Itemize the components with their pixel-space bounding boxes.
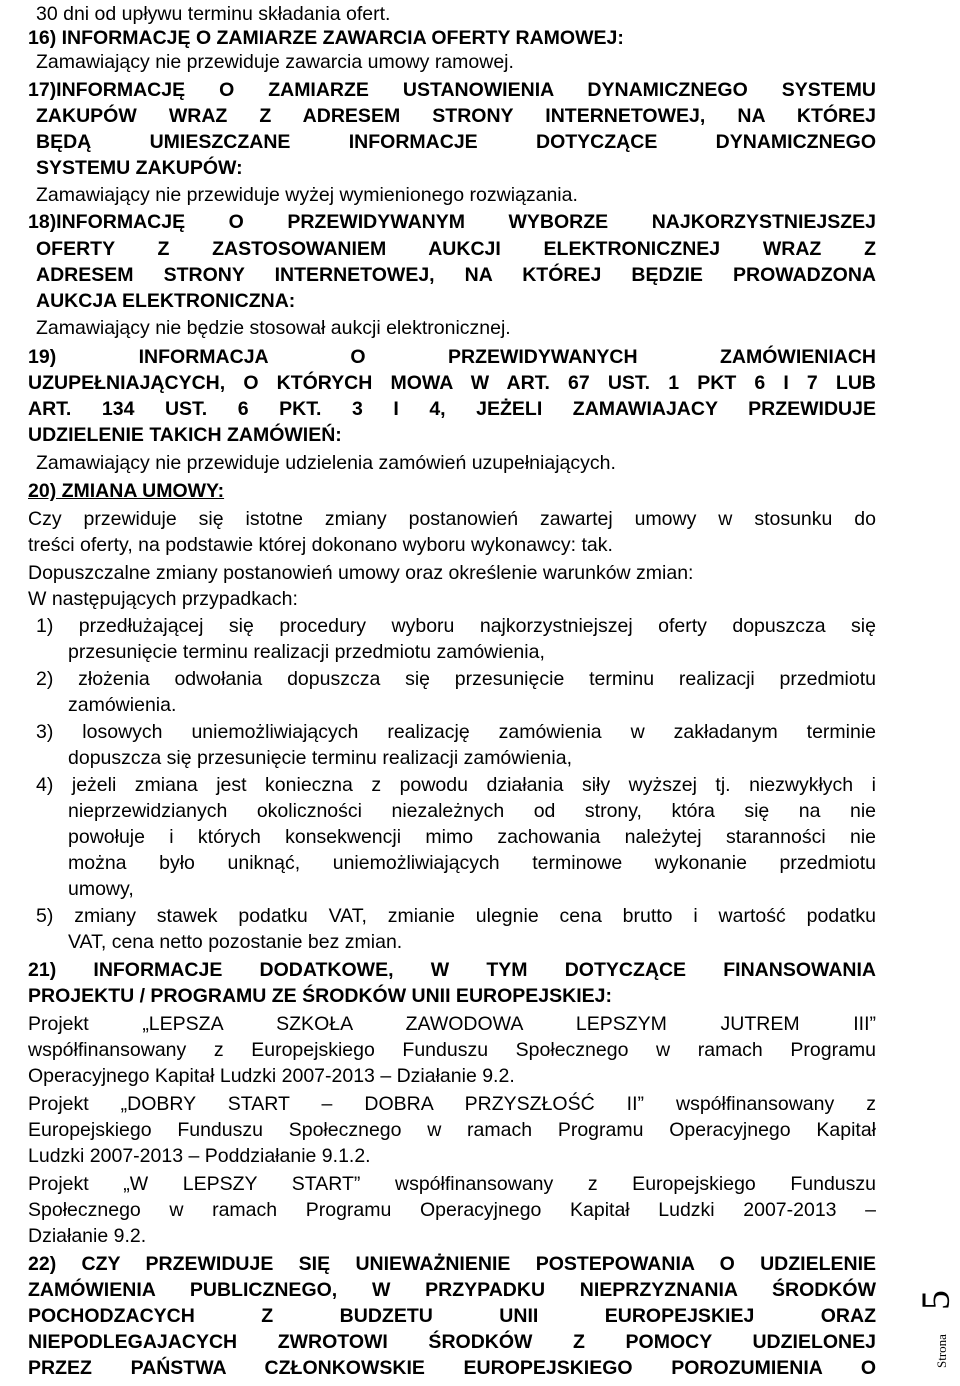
text-line: Zamawiający nie będzie stosował aukcji elektronicznej. — [36, 317, 511, 339]
text-line: Czy przewiduje się istotne zmiany postanowień zawartej umowy w stosunku do — [28, 508, 876, 530]
text-line: treści oferty, na podstawie której dokonano wyboru wykonawcy: tak. — [28, 534, 613, 556]
text-line: Społecznego w ramach Programu Operacyjnego Kapitał Ludzki 2007-2013 – — [28, 1199, 876, 1221]
section-heading: BĘDĄ UMIESZCZANE INFORMACJE DOTYCZĄCE DYNAMICZNEGO — [36, 131, 876, 153]
section-heading: AUKCJA ELEKTRONICZNA: — [36, 290, 296, 312]
text-line: Projekt „LEPSZA SZKOŁA ZAWODOWA LEPSZYM JUTREM III” — [28, 1013, 876, 1035]
text-line: Działanie 9.2. — [28, 1225, 147, 1247]
section-heading: PROJEKTU / PROGRAMU ZE ŚRODKÓW UNII EUROPEJSKIEJ: — [28, 985, 612, 1007]
section-heading: SYSTEMU ZAKUPÓW: — [36, 157, 243, 179]
text-line: Zamawiający nie przewiduje udzielenia zamówień uzupełniających. — [36, 452, 616, 474]
list-item-cont: zamówienia. — [68, 694, 177, 716]
section-heading: 20) ZMIANA UMOWY: — [28, 480, 225, 502]
section-heading: 17)INFORMACJĘ O ZAMIARZE USTANOWIENIA DYNAMICZNEGO SYSTEMU — [28, 79, 876, 101]
text-line: Zamawiający nie przewiduje zawarcia umowy ramowej. — [36, 51, 514, 73]
text-line: 30 dni od upływu terminu składania ofert. — [36, 3, 391, 25]
section-heading: POCHODZACYCH Z BUDZETU UNII EUROPEJSKIEJ ORAZ — [28, 1305, 876, 1327]
section-heading: 16) INFORMACJĘ O ZAMIARZE ZAWARCIA OFERTY RAMOWEJ: — [28, 27, 624, 49]
text-line: Ludzki 2007-2013 – Poddziałanie 9.1.2. — [28, 1145, 371, 1167]
page-number: 5 — [913, 1290, 958, 1310]
section-heading: OFERTY Z ZASTOSOWANIEM AUKCJI ELEKTRONICZNEJ WRAZ Z — [36, 238, 876, 260]
section-heading: UZUPEŁNIAJĄCYCH, O KTÓRYCH MOWA W ART. 67 UST. 1 PKT 6 I 7 LUB — [28, 372, 876, 394]
list-item-cont: nieprzewidzianych okoliczności niezależnych od strony, która się na nie — [68, 800, 876, 822]
section-heading: ZAMÓWIENIA PUBLICZNEGO, W PRZYPADKU NIEPRZYZNANIA ŚRODKÓW — [28, 1279, 876, 1301]
section-heading: ZAKUPÓW WRAZ Z ADRESEM STRONY INTERNETOWEJ, NA KTÓREJ — [36, 105, 876, 127]
text-line: Zamawiający nie przewiduje wyżej wymienionego rozwiązania. — [36, 184, 578, 206]
text-line: W następujących przypadkach: — [28, 588, 298, 610]
list-item-cont: można było uniknąć, uniemożliwiających terminowe wykonanie przedmiotu — [68, 852, 876, 874]
text-line: Dopuszczalne zmiany postanowień umowy oraz określenie warunków zmian: — [28, 562, 694, 584]
list-item: 3) losowych uniemożliwiających realizację zamówienia w zakładanym terminie — [36, 721, 876, 743]
list-item-cont: umowy, — [68, 878, 134, 900]
section-heading: ADRESEM STRONY INTERNETOWEJ, NA KTÓREJ BĘDZIE PROWADZONA — [36, 264, 876, 286]
text-line: Operacyjnego Kapitał Ludzki 2007-2013 – Działanie 9.2. — [28, 1065, 515, 1087]
list-item: 2) złożenia odwołania dopuszcza się przesunięcie terminu realizacji przedmiotu — [36, 668, 876, 690]
text-line: Projekt „W LEPSZY START” współfinansowany z Europejskiego Funduszu — [28, 1173, 876, 1195]
list-item-cont: dopuszcza się przesunięcie terminu realizacji zamówienia, — [68, 747, 572, 769]
text-line: współfinansowany z Europejskiego Funduszu Społecznego w ramach Programu — [28, 1039, 876, 1061]
page-number-sidebar — [904, 1220, 960, 1368]
section-heading: PRZEZ PAŃSTWA CZŁONKOWSKIE EUROPEJSKIEGO POROZUMIENIA O — [28, 1357, 876, 1379]
page-label: Strona — [934, 1334, 949, 1368]
list-item-cont: przesunięcie terminu realizacji przedmiotu zamówienia, — [68, 641, 545, 663]
list-item: 4) jeżeli zmiana jest konieczna z powodu działania siły wyższej tj. niezwykłych i — [36, 774, 876, 796]
section-heading: 18)INFORMACJĘ O PRZEWIDYWANYM WYBORZE NAJKORZYSTNIEJSZEJ — [28, 211, 876, 233]
list-item: 5) zmiany stawek podatku VAT, zmianie ulegnie cena brutto i wartość podatku — [36, 905, 876, 927]
text-line: Projekt „DOBRY START – DOBRA PRZYSZŁOŚĆ II” współfinansowany z — [28, 1093, 876, 1115]
section-heading: ART. 134 UST. 6 PKT. 3 I 4, JEŻELI ZAMAWIAJACY PRZEWIDUJE — [28, 398, 876, 420]
list-item-cont: powołuje i których konsekwencji mimo zachowania należytej staranności nie — [68, 826, 876, 848]
list-item: 1) przedłużającej się procedury wyboru najkorzystniejszej oferty dopuszcza się — [36, 615, 876, 637]
section-heading: NIEPODLEGAJACYCH ZWROTOWI ŚRODKÓW Z POMOCY UDZIELONEJ — [28, 1331, 876, 1353]
section-heading: UDZIELENIE TAKICH ZAMÓWIEŃ: — [28, 424, 342, 446]
list-item-cont: VAT, cena netto pozostanie bez zmian. — [68, 931, 403, 953]
section-heading: 19) INFORMACJA O PRZEWIDYWANYCH ZAMÓWIENIACH — [28, 346, 876, 368]
section-heading: 22) CZY PRZEWIDUJE SIĘ UNIEWAŻNIENIE POSTEPOWANIA O UDZIELENIE — [28, 1253, 876, 1275]
text-line: Europejskiego Funduszu Społecznego w ramach Programu Operacyjnego Kapitał — [28, 1119, 876, 1141]
section-heading: 21) INFORMACJE DODATKOWE, W TYM DOTYCZĄCE FINANSOWANIA — [28, 959, 876, 981]
